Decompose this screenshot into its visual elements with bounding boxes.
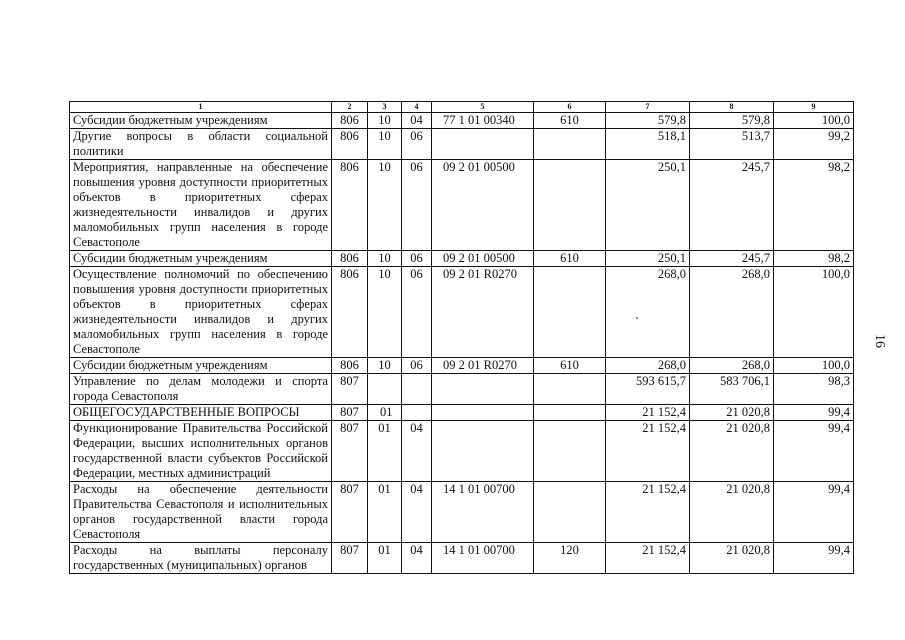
table-row: [70, 482, 854, 543]
row-actual-amount: 513,7: [690, 129, 774, 160]
row-plan-amount: 250,1: [606, 251, 690, 267]
row-section-code: 10: [368, 251, 402, 267]
row-section-code: 10: [368, 113, 402, 129]
row-expense-type: [534, 421, 606, 482]
row-target-code: [432, 374, 534, 405]
row-ministry-code: 806: [332, 358, 368, 374]
row-actual-amount: 583 706,1: [690, 374, 774, 405]
row-target-code: 14 1 01 00700: [432, 482, 534, 543]
row-actual-amount: 21 020,8: [690, 421, 774, 482]
table-row: [70, 251, 854, 267]
header-col-5: 5: [432, 102, 534, 113]
row-percent: 98,3: [774, 374, 854, 405]
row-section-code: [368, 374, 402, 405]
header-col-3: 3: [368, 102, 402, 113]
table-row: [70, 129, 854, 160]
row-section-code: 10: [368, 267, 402, 358]
row-plan-amount: 21 152,4: [606, 421, 690, 482]
row-name: ОБЩЕГОСУДАРСТВЕННЫЕ ВОПРОСЫ: [70, 405, 332, 421]
row-section-code: 10: [368, 358, 402, 374]
row-percent: 100,0: [774, 358, 854, 374]
row-percent: 99,4: [774, 543, 854, 574]
row-expense-type: [534, 405, 606, 421]
row-section-code: 01: [368, 405, 402, 421]
row-target-code: [432, 421, 534, 482]
row-target-code: 77 1 01 00340: [432, 113, 534, 129]
row-expense-type: 610: [534, 251, 606, 267]
row-target-code: [432, 129, 534, 160]
row-plan-amount: 268,0: [606, 267, 690, 358]
table-row: [70, 543, 854, 574]
header-col-2: 2: [332, 102, 368, 113]
row-name: Расходы на выплаты персоналу государственных (муниципальных) органов: [70, 543, 332, 574]
row-section-code: 01: [368, 482, 402, 543]
row-subsection-code: 04: [402, 543, 432, 574]
row-expense-type: [534, 129, 606, 160]
row-ministry-code: 806: [332, 160, 368, 251]
row-subsection-code: [402, 405, 432, 421]
row-percent: 99,2: [774, 129, 854, 160]
row-actual-amount: 245,7: [690, 251, 774, 267]
row-ministry-code: 806: [332, 129, 368, 160]
row-percent: 99,4: [774, 405, 854, 421]
row-name: Субсидии бюджетным учреждениям: [70, 358, 332, 374]
row-expense-type: [534, 374, 606, 405]
row-ministry-code: 806: [332, 113, 368, 129]
row-name: Функционирование Правительства Российской Федерации, высших исполнительных органов государственной власти субъектов Российской Федерации, местных администраций: [70, 421, 332, 482]
row-subsection-code: 04: [402, 421, 432, 482]
row-plan-amount: 579,8: [606, 113, 690, 129]
row-percent: 100,0: [774, 267, 854, 358]
row-percent: 100,0: [774, 113, 854, 129]
row-actual-amount: 268,0: [690, 358, 774, 374]
table-row: [70, 113, 854, 129]
table-row: [70, 358, 854, 374]
table-row: [70, 160, 854, 251]
row-ministry-code: 807: [332, 374, 368, 405]
row-section-code: 10: [368, 129, 402, 160]
row-percent: 98,2: [774, 160, 854, 251]
header-col-4: 4: [402, 102, 432, 113]
row-actual-amount: 245,7: [690, 160, 774, 251]
row-subsection-code: 06: [402, 160, 432, 251]
row-subsection-code: 06: [402, 267, 432, 358]
row-actual-amount: 268,0: [690, 267, 774, 358]
row-section-code: 10: [368, 160, 402, 251]
row-target-code: 14 1 01 00700: [432, 543, 534, 574]
row-plan-amount: 593 615,7: [606, 374, 690, 405]
header-col-6: 6: [534, 102, 606, 113]
row-plan-amount: 518,1: [606, 129, 690, 160]
row-subsection-code: 04: [402, 113, 432, 129]
row-target-code: 09 2 01 00500: [432, 160, 534, 251]
row-ministry-code: 807: [332, 421, 368, 482]
row-name: Другие вопросы в области социальной политики: [70, 129, 332, 160]
row-ministry-code: 807: [332, 405, 368, 421]
row-expense-type: 610: [534, 113, 606, 129]
row-plan-amount: 21 152,4: [606, 405, 690, 421]
header-col-8: 8: [690, 102, 774, 113]
row-target-code: [432, 405, 534, 421]
row-actual-amount: 21 020,8: [690, 405, 774, 421]
header-col-7: 7: [606, 102, 690, 113]
header-col-1: 1: [70, 102, 332, 113]
row-name: Осуществление полномочий по обеспечению повышения уровня доступности приоритетных объектов в приоритетных сферах жизнедеятельности инвалидов и других маломобильных групп населения в городе Севастополе: [70, 267, 332, 358]
row-subsection-code: 04: [402, 482, 432, 543]
row-actual-amount: 21 020,8: [690, 482, 774, 543]
row-name: Субсидии бюджетным учреждениям: [70, 251, 332, 267]
row-name: Субсидии бюджетным учреждениям: [70, 113, 332, 129]
row-target-code: 09 2 01 R0270: [432, 267, 534, 358]
row-ministry-code: 806: [332, 251, 368, 267]
row-expense-type: 120: [534, 543, 606, 574]
scan-speck: [636, 317, 638, 319]
row-percent: 98,2: [774, 251, 854, 267]
row-name: Мероприятия, направленные на обеспечение повышения уровня доступности приоритетных объектов в приоритетных сферах жизнедеятельности инвалидов и других маломобильных групп населения в городе Севастополе: [70, 160, 332, 251]
row-plan-amount: 250,1: [606, 160, 690, 251]
row-name: Управление по делам молодежи и спорта города Севастополя: [70, 374, 332, 405]
row-plan-amount: 21 152,4: [606, 482, 690, 543]
row-target-code: 09 2 01 R0270: [432, 358, 534, 374]
row-ministry-code: 806: [332, 267, 368, 358]
page-number: 16: [872, 334, 887, 348]
row-plan-amount: 21 152,4: [606, 543, 690, 574]
table-row: [70, 374, 854, 405]
table-row: [70, 405, 854, 421]
header-row: [70, 102, 854, 113]
row-target-code: 09 2 01 00500: [432, 251, 534, 267]
row-expense-type: [534, 482, 606, 543]
row-expense-type: [534, 160, 606, 251]
row-expense-type: 610: [534, 358, 606, 374]
row-subsection-code: 06: [402, 129, 432, 160]
budget-table: [69, 101, 854, 574]
row-expense-type: [534, 267, 606, 358]
table-row: [70, 267, 854, 358]
row-subsection-code: [402, 374, 432, 405]
row-subsection-code: 06: [402, 251, 432, 267]
row-section-code: 01: [368, 421, 402, 482]
row-subsection-code: 06: [402, 358, 432, 374]
row-plan-amount: 268,0: [606, 358, 690, 374]
row-name: Расходы на обеспечение деятельности Правительства Севастополя и исполнительных органов государственной власти города Севастополя: [70, 482, 332, 543]
row-ministry-code: 807: [332, 543, 368, 574]
row-percent: 99,4: [774, 421, 854, 482]
row-actual-amount: 21 020,8: [690, 543, 774, 574]
row-actual-amount: 579,8: [690, 113, 774, 129]
header-col-9: 9: [774, 102, 854, 113]
row-percent: 99,4: [774, 482, 854, 543]
table-row: [70, 421, 854, 482]
row-ministry-code: 807: [332, 482, 368, 543]
row-section-code: 01: [368, 543, 402, 574]
